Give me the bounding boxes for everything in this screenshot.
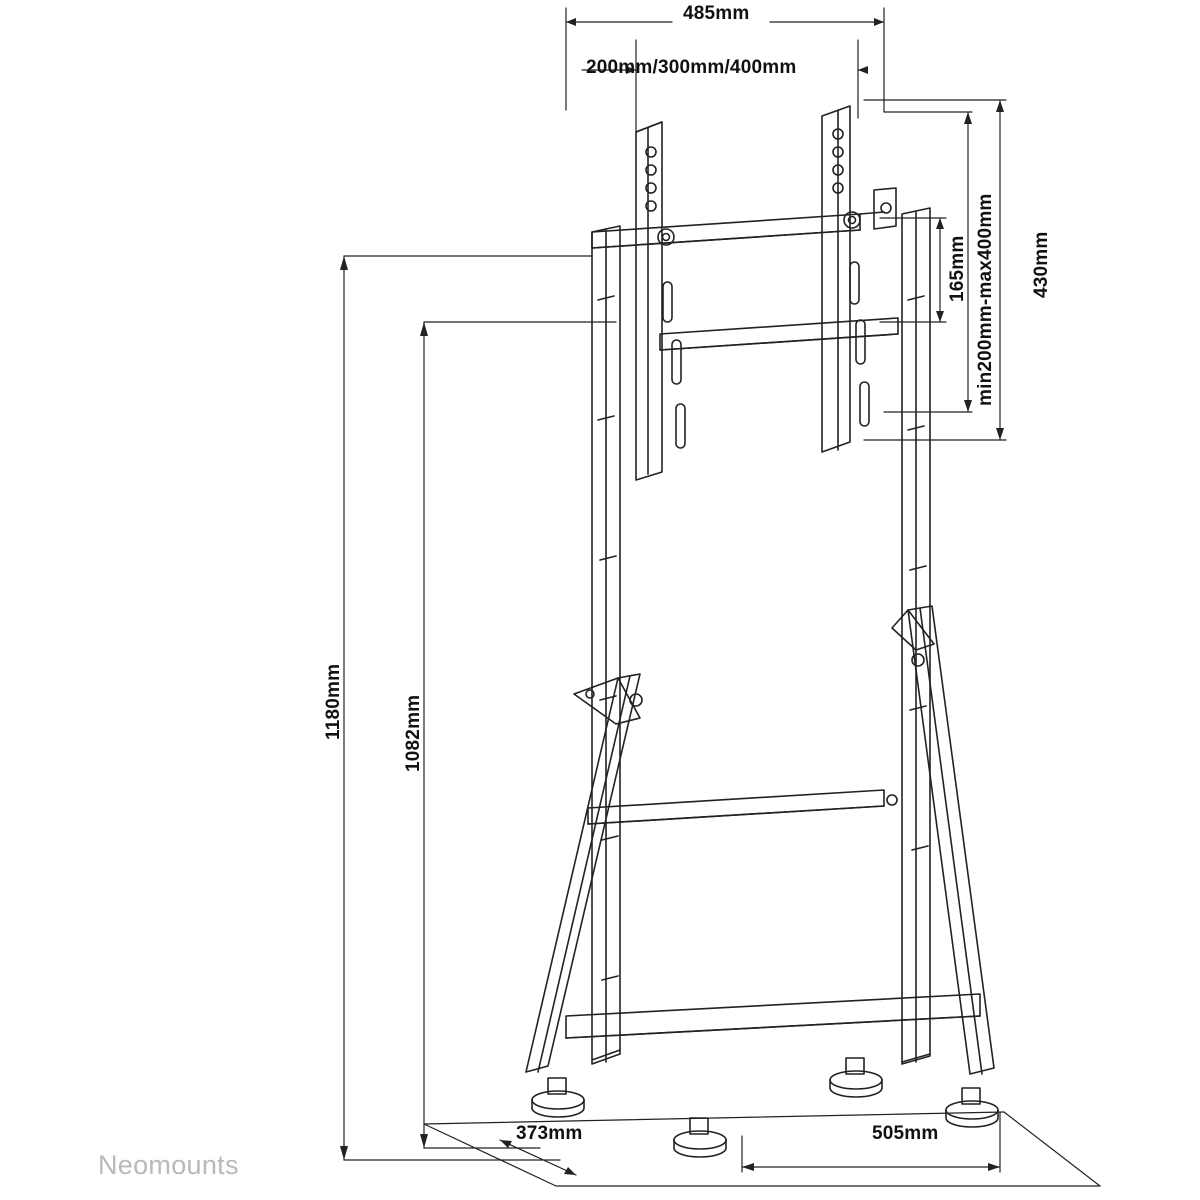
vesa-rail-right bbox=[822, 106, 869, 452]
vesa-rail-left bbox=[636, 122, 685, 480]
dimension-label-total-height-1180: 1180mm bbox=[323, 663, 344, 740]
mid-cross-bar bbox=[588, 790, 897, 824]
dimension-label-screen-height-1082: 1082mm bbox=[403, 694, 424, 772]
brand-watermark: Neomounts bbox=[98, 1150, 239, 1180]
upright-left bbox=[592, 226, 620, 1064]
dimension-label-width-505: 505mm bbox=[872, 1123, 939, 1144]
dimension-label-height-165: 165mm bbox=[947, 235, 968, 302]
dimension-label-height-430: 430mm bbox=[1031, 231, 1052, 298]
upright-right bbox=[902, 208, 930, 1064]
dimension-label-vesa-horizontal: 200mm/300mm/400mm bbox=[586, 57, 797, 78]
dimension-label-depth-373: 373mm bbox=[516, 1123, 583, 1144]
dimension-label-vesa-range: min200mm-max400mm bbox=[975, 193, 996, 406]
lower-cross-bar bbox=[566, 994, 980, 1038]
dimension-label-width-485: 485mm bbox=[683, 3, 750, 24]
leg-right-rear bbox=[892, 606, 994, 1074]
